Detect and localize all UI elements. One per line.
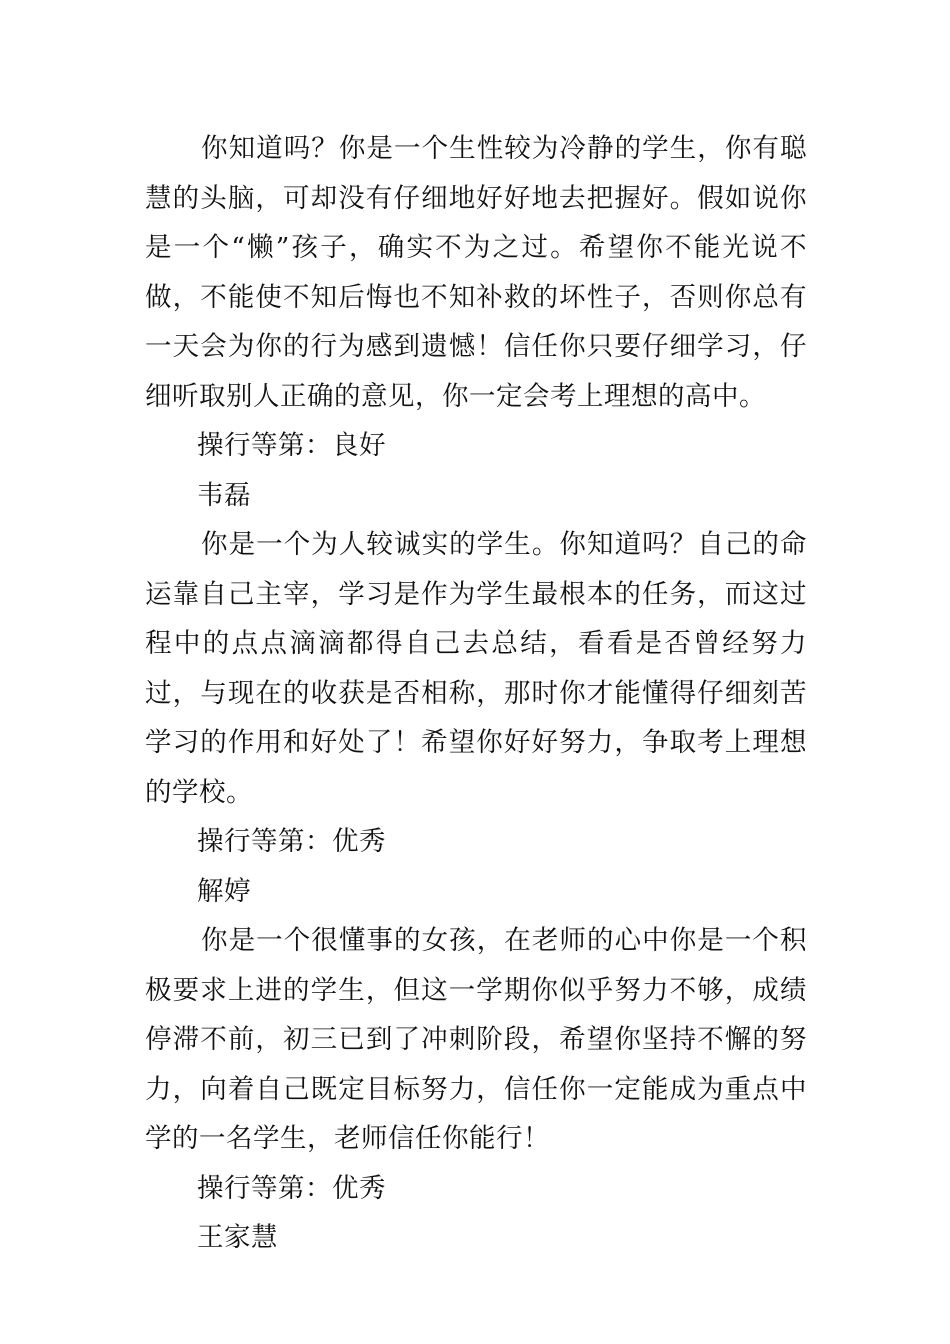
student-name: 韦磊 [197, 479, 251, 511]
student-name: 解婷 [197, 875, 251, 907]
conduct-grade: 操行等第：良好 [197, 430, 386, 461]
comment-paragraph: 你是一个为人较诚实的学生。你知道吗？自己的命运靠自己主宰，学习是作为学生最根本的任务，而这过程中的点点滴滴都得自己去总结，看看是否曾经努力过，与现在的收获是否相称，那时你才能懂得仔细刻苦学习的作用和好处了！希望你好好努力，争取考上理想的学校。 [145, 529, 807, 808]
document-body [145, 124, 807, 1263]
conduct-grade: 操行等第：优秀 [197, 826, 386, 857]
student-name: 王家慧 [197, 1222, 278, 1253]
comment-paragraph: 你是一个很懂事的女孩，在老师的心中你是一个积极要求上进的学生，但这一学期你似乎努力不够，成绩停滞不前，初三已到了冲刺阶段，希望你坚持不懈的努力，向着自己既定目标努力，信任你一定能成为重点中学的一名学生，老师信任你能行！ [145, 925, 807, 1154]
conduct-grade: 操行等第：优秀 [197, 1172, 386, 1204]
comment-paragraph: 你知道吗？你是一个生性较为冷静的学生，你有聪慧的头脑，可却没有仔细地好好地去把握好。假如说你是一个“懒”孩子，确实不为之过。希望你不能光说不做，不能使不知后悔也不知补救的坏性子，否则你总有一天会为你的行为感到遗憾！信任你只要仔细学习，仔细听取别人正确的意见，你一定会考上理想的高中。 [145, 133, 807, 412]
